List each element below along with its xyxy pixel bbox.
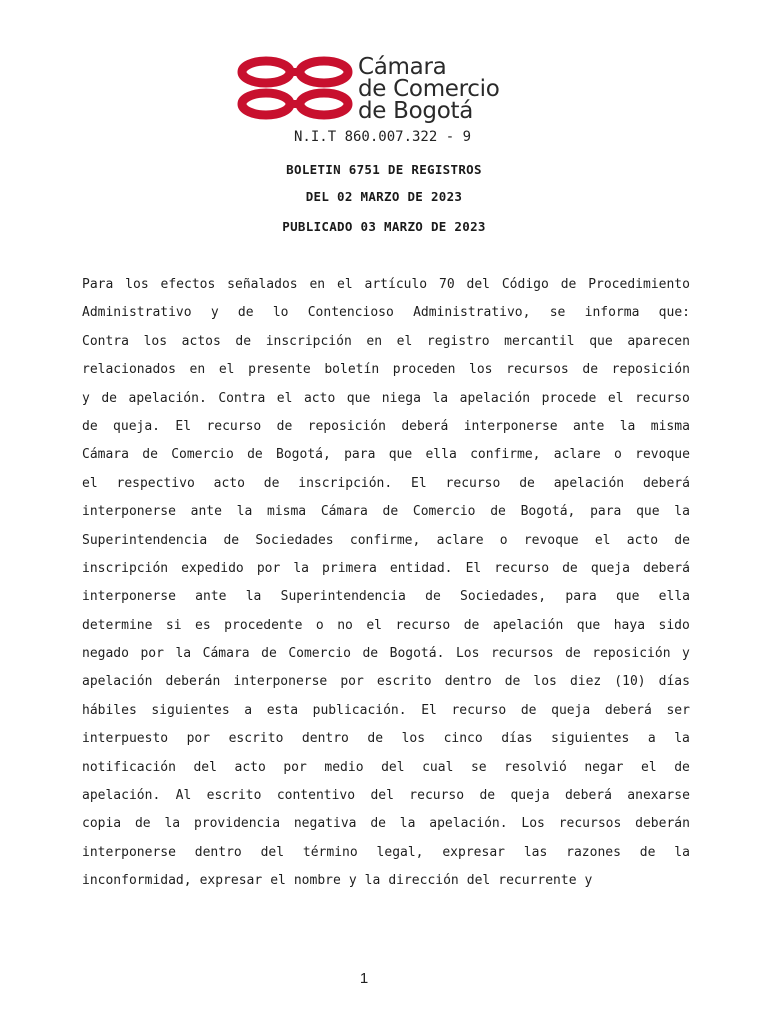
paragraph-word: y	[348, 873, 357, 889]
paragraph-word: artículo	[364, 277, 428, 292]
paragraph-word: negar	[584, 759, 624, 775]
paragraph-word: de	[425, 589, 441, 605]
paragraph-word: de	[560, 277, 577, 292]
paragraph-word: Contra	[218, 390, 266, 406]
paragraph-line	[82, 583, 690, 611]
paragraph-line	[82, 839, 690, 867]
paragraph-word: escrito	[206, 788, 262, 804]
paragraph-word: el	[218, 362, 235, 378]
paragraph-word: es	[195, 617, 211, 633]
paragraph-word: dirección	[388, 873, 459, 889]
paragraph-line	[82, 271, 690, 299]
paragraph-word: El	[465, 560, 482, 576]
paragraph-word: procedente	[224, 617, 303, 633]
paragraph-word: el	[641, 759, 657, 775]
paragraph-word: apelación	[459, 390, 531, 406]
paragraph-word: revoque	[523, 532, 579, 548]
paragraph-word: del	[466, 873, 491, 889]
paragraph-word: ella	[658, 589, 690, 605]
boletin-date: DEL 02 MARZO DE 2023	[305, 189, 463, 204]
paragraph-word: señalados	[227, 277, 298, 292]
paragraph-word: Para	[82, 277, 114, 292]
paragraph-word: apelación.	[82, 788, 161, 804]
paragraph-word: el	[82, 475, 98, 491]
paragraph-line	[82, 328, 690, 356]
paragraph-word: Sociedades,	[460, 589, 547, 605]
paragraph-word: el	[594, 532, 611, 548]
paragraph-word: de	[263, 475, 280, 491]
paragraph-word: presente	[248, 362, 311, 378]
paragraph-word: días	[501, 731, 533, 747]
paragraph-word: recursos	[558, 816, 622, 832]
paragraph-word: término	[302, 844, 358, 860]
paragraph-word: queja	[510, 788, 550, 804]
paragraph-word: Cámara	[320, 504, 368, 520]
paragraph-word: determine	[82, 617, 153, 633]
paragraph-word: días	[658, 674, 690, 690]
paragraph-line	[82, 498, 690, 526]
paragraph-word: El	[175, 418, 192, 434]
paragraph-word: del	[260, 844, 285, 860]
paragraph-word: los	[469, 362, 493, 378]
paragraph-word: acto	[626, 532, 659, 548]
paragraph-word: y	[82, 390, 90, 406]
paragraph-word: el	[270, 873, 286, 889]
paragraph-line	[82, 867, 690, 895]
paragraph-word: queja	[590, 560, 630, 576]
paragraph-word: legal,	[376, 844, 424, 860]
paragraph-word: de	[639, 844, 656, 860]
paragraph-word: cual	[422, 759, 454, 775]
paragraph-line	[82, 356, 690, 384]
paragraph-word: de	[367, 731, 384, 747]
paragraph-word: ante	[195, 589, 227, 605]
paragraph-word: confirme,	[349, 532, 421, 548]
paragraph-word: del	[466, 277, 490, 292]
paragraph-word: de	[134, 816, 151, 832]
paragraph-word: de	[101, 390, 117, 406]
paragraph-word: no	[337, 617, 353, 633]
paragraph-word: por	[256, 560, 281, 576]
paragraph-word: aclare	[436, 532, 484, 548]
paragraph-word: nombre	[293, 873, 341, 889]
paragraph-word: relacionados	[82, 362, 176, 378]
paragraph-word: el	[607, 390, 624, 406]
paragraph-word: diez	[569, 674, 602, 690]
paragraph-word: recurso	[395, 617, 451, 633]
paragraph-word: recurso	[635, 390, 690, 406]
paragraph-line	[82, 385, 690, 413]
paragraph-word: para	[590, 504, 622, 520]
paragraph-word: la	[364, 873, 381, 889]
paragraph-word: los	[533, 674, 557, 690]
logo-rings-icon	[236, 54, 356, 126]
paragraph-word: apelación.	[128, 390, 207, 406]
paragraph-word: revoque	[635, 447, 690, 463]
paragraph-word: 70	[439, 277, 455, 292]
paragraph-word: confirme,	[470, 447, 541, 463]
paragraph-line	[82, 555, 690, 583]
paragraph-word: hábiles	[82, 702, 137, 718]
paragraph-word: en	[366, 333, 383, 349]
paragraph-word: aparecen	[627, 333, 690, 349]
paragraph-word: queja.	[113, 418, 161, 434]
paragraph-word: Los	[455, 646, 480, 662]
paragraph-word: apelación	[492, 617, 564, 633]
paragraph-word: de	[562, 560, 578, 576]
paragraph-line	[82, 413, 690, 441]
paragraph-word: de	[276, 418, 293, 434]
notice-paragraph	[82, 271, 690, 896]
paragraph-word: la	[619, 418, 636, 434]
paragraph-word: deberá	[643, 560, 690, 576]
paragraph-word: de	[370, 816, 386, 832]
paragraph-word: siguientes	[551, 731, 630, 747]
paragraph-word: reposición	[592, 646, 671, 662]
paragraph-word: copia	[82, 816, 122, 832]
paragraph-word: sido	[658, 617, 690, 633]
paragraph-word: por	[283, 759, 307, 775]
paragraph-word: recurso	[494, 560, 550, 576]
paragraph-word: entidad.	[389, 560, 453, 576]
paragraph-word: esta	[266, 702, 299, 718]
paragraph-word: interpuesto	[82, 731, 169, 747]
paragraph-word: las	[523, 844, 548, 860]
publication-date: PUBLICADO 03 MARZO DE 2023	[282, 219, 486, 234]
paragraph-word: Código	[501, 277, 549, 292]
paragraph-word: en	[189, 362, 206, 378]
paragraph-word: ella	[425, 447, 457, 463]
paragraph-word: misma	[267, 504, 307, 520]
paragraph-word: y	[210, 305, 219, 321]
paragraph-word: de	[674, 532, 690, 548]
paragraph-word: dentro	[444, 674, 492, 690]
paragraph-word: el	[337, 277, 353, 292]
paragraph-word: Administrativo	[82, 305, 192, 321]
paragraph-word: por	[340, 674, 364, 690]
paragraph-word: Los	[521, 816, 545, 832]
paragraph-word: de	[479, 788, 496, 804]
paragraph-word: o	[315, 617, 324, 633]
paragraph-line	[82, 470, 690, 498]
paragraph-word: Comercio	[412, 504, 476, 520]
paragraph-word: de	[582, 362, 599, 378]
paragraph-word: Sociedades	[255, 532, 334, 548]
paragraph-word: recurso	[445, 475, 501, 491]
paragraph-word: de	[237, 305, 254, 321]
paragraph-word: Comercio	[288, 646, 351, 662]
paragraph-word: notificación	[82, 759, 176, 775]
paragraph-word: deberá	[604, 702, 652, 718]
paragraph-word: recurrente	[498, 873, 577, 889]
paragraph-word: expedido	[181, 560, 244, 576]
paragraph-word: que	[615, 589, 640, 605]
paragraph-word: de	[261, 646, 277, 662]
paragraph-word: expresar	[442, 844, 505, 860]
paragraph-word: interponerse	[82, 844, 176, 860]
paragraph-word: ser	[666, 702, 690, 718]
paragraph-word: para	[344, 447, 376, 463]
paragraph-word: la	[399, 816, 416, 832]
paragraph-word: la	[236, 504, 253, 520]
paragraph-word: mercantil	[504, 333, 575, 349]
paragraph-word: se	[549, 305, 566, 321]
paragraph-word: inscripción	[82, 560, 169, 576]
logo-line-2: de Comercio	[358, 76, 500, 102]
paragraph-word: para	[565, 589, 597, 605]
paragraph-word: negado	[82, 646, 129, 662]
paragraph-word: que:	[658, 305, 690, 321]
paragraph-word: que	[388, 447, 413, 463]
paragraph-word: de	[504, 674, 521, 690]
paragraph-word: que	[346, 390, 371, 406]
paragraph-line	[82, 441, 690, 469]
paragraph-word: de	[235, 333, 252, 349]
paragraph-word: de	[223, 532, 240, 548]
paragraph-word: publicación.	[312, 702, 407, 718]
paragraph-line	[82, 640, 690, 668]
paragraph-word: inscripción	[265, 333, 352, 349]
paragraph-word: contentivo	[276, 788, 356, 804]
paragraph-word: expresar	[199, 873, 263, 889]
paragraph-word: en	[309, 277, 326, 292]
paragraph-word: de	[565, 646, 581, 662]
paragraph-word: a	[647, 731, 656, 747]
paragraph-word: que	[576, 617, 601, 633]
paragraph-word: Cámara	[202, 646, 250, 662]
paragraph-word: recursos	[490, 646, 554, 662]
paragraph-word: El	[411, 475, 427, 491]
paragraph-word: la	[293, 560, 309, 576]
paragraph-word: la	[674, 731, 690, 747]
paragraph-word: actos	[181, 333, 221, 349]
paragraph-word: de	[362, 646, 379, 662]
paragraph-word: deberá	[564, 788, 612, 804]
page-number: 1	[359, 970, 369, 987]
paragraph-word: recurso	[451, 702, 507, 718]
paragraph-word: Cámara	[82, 447, 129, 463]
paragraph-word: ante	[573, 418, 605, 434]
paragraph-word: y	[682, 646, 690, 662]
paragraph-word: resolvió	[504, 759, 567, 775]
paragraph-word: se	[470, 759, 487, 775]
paragraph-word: acto	[213, 475, 245, 491]
paragraph-word: siguientes	[151, 702, 230, 718]
paragraph-word: apelación	[82, 674, 153, 690]
paragraph-line	[82, 668, 690, 696]
paragraph-word: escrito	[376, 674, 432, 690]
paragraph-word: medio	[324, 759, 364, 775]
paragraph-word: a	[244, 702, 253, 718]
paragraph-line	[82, 527, 690, 555]
paragraph-word: lo	[272, 305, 289, 321]
paragraph-word: los	[401, 731, 426, 747]
paragraph-word: del	[370, 788, 394, 804]
paragraph-word: si	[165, 617, 182, 633]
paragraph-word: de	[520, 702, 537, 718]
paragraph-word: Bogotá,	[276, 447, 331, 463]
paragraph-word: el	[276, 390, 293, 406]
paragraph-word: proceden	[392, 362, 456, 378]
paragraph-word: de	[382, 504, 399, 520]
paragraph-word: interponerse	[82, 589, 176, 605]
camara-comercio-logo	[236, 54, 528, 138]
paragraph-word: Contra	[82, 333, 129, 349]
paragraph-line	[82, 782, 690, 810]
paragraph-word: la	[164, 816, 181, 832]
paragraph-word: registro	[426, 333, 490, 349]
paragraph-word: el	[366, 617, 382, 633]
paragraph-word: niega	[381, 390, 421, 406]
logo-wordmark	[358, 56, 500, 122]
paragraph-word: reposición	[611, 362, 690, 378]
paragraph-word: interponerse	[82, 504, 176, 520]
paragraph-word: (10)	[614, 674, 646, 690]
paragraph-word: que	[589, 333, 613, 349]
paragraph-word: de	[142, 447, 158, 463]
nit-number: N.I.T 860.007.322 - 9	[294, 129, 472, 145]
paragraph-line	[82, 754, 690, 782]
paragraph-word: haya	[613, 617, 646, 633]
paragraph-word: inscripción.	[298, 475, 393, 491]
paragraph-word: cinco	[443, 731, 483, 747]
paragraph-word: apelación	[553, 475, 625, 491]
paragraph-word: Contencioso	[307, 305, 394, 321]
paragraph-word: de	[82, 418, 98, 434]
paragraph-word: inconformidad,	[82, 873, 192, 889]
paragraph-word: efectos	[160, 277, 216, 292]
paragraph-word: o	[614, 447, 622, 463]
paragraph-word: boletín	[324, 362, 380, 378]
paragraph-word: por	[140, 646, 164, 662]
paragraph-word: acto	[234, 759, 266, 775]
paragraph-word: de	[490, 504, 506, 520]
paragraph-word: deberán	[165, 674, 221, 690]
paragraph-word: del	[193, 759, 217, 775]
paragraph-word: interponerse	[463, 418, 558, 434]
paragraph-word: negativa	[293, 816, 357, 832]
paragraph-word: escrito	[228, 731, 284, 747]
paragraph-word: la	[245, 589, 262, 605]
paragraph-word: o	[499, 532, 508, 548]
paragraph-line	[82, 725, 690, 753]
paragraph-word: Superintendencia	[280, 589, 406, 605]
logo-line-3: de Bogotá	[358, 98, 473, 124]
paragraph-word: recurso	[206, 418, 262, 434]
paragraph-word: la	[674, 844, 690, 860]
paragraph-word: los	[125, 277, 149, 292]
paragraph-word: y	[584, 873, 593, 889]
paragraph-word: deberá	[642, 475, 690, 491]
paragraph-line	[82, 810, 690, 838]
boletin-title: BOLETIN 6751 DE REGISTROS	[286, 162, 482, 177]
logo-line-1: Cámara	[358, 54, 447, 80]
paragraph-word: reposición	[307, 418, 386, 434]
paragraph-word: recursos	[506, 362, 569, 378]
paragraph-word: Bogotá.	[389, 646, 445, 662]
paragraph-word: la	[432, 390, 449, 406]
paragraph-word: queja	[551, 702, 591, 718]
paragraph-word: deberán	[635, 816, 690, 832]
paragraph-word: procede	[541, 390, 597, 406]
paragraph-word: de	[247, 447, 263, 463]
paragraph-line	[82, 612, 690, 640]
paragraph-word: la	[175, 646, 192, 662]
paragraph-line	[82, 299, 690, 327]
paragraph-word: de	[463, 617, 480, 633]
paragraph-word: dentro	[194, 844, 242, 860]
paragraph-word: razones	[566, 844, 621, 860]
paragraph-word: dentro	[301, 731, 349, 747]
paragraph-word: el	[396, 333, 413, 349]
paragraph-word: Comercio	[171, 447, 234, 463]
paragraph-word: respectivo	[116, 475, 195, 491]
paragraph-word: anexarse	[627, 788, 690, 804]
paragraph-word: apelación.	[429, 816, 508, 832]
paragraph-line	[82, 697, 690, 725]
paragraph-word: informa	[584, 305, 640, 321]
paragraph-word: Al	[175, 788, 192, 804]
paragraph-word: Administrativo,	[413, 305, 531, 321]
paragraph-word: deberá	[401, 418, 449, 434]
paragraph-word: la	[674, 504, 690, 520]
paragraph-word: primera	[322, 560, 377, 576]
paragraph-word: Superintendencia	[82, 532, 208, 548]
paragraph-word: acto	[303, 390, 336, 406]
paragraph-word: los	[143, 333, 168, 349]
paragraph-word: del	[381, 759, 405, 775]
paragraph-word: aclare	[553, 447, 601, 463]
paragraph-word: providencia	[193, 816, 281, 832]
paragraph-word: recurso	[409, 788, 465, 804]
paragraph-word: de	[674, 759, 690, 775]
paragraph-word: por	[186, 731, 211, 747]
paragraph-word: de	[519, 475, 535, 491]
paragraph-word: interponerse	[233, 674, 328, 690]
paragraph-word: Bogotá,	[520, 504, 576, 520]
paragraph-word: Procedimiento	[588, 277, 690, 292]
paragraph-word: El	[421, 702, 437, 718]
paragraph-word: misma	[650, 418, 690, 434]
paragraph-word: que	[636, 504, 660, 520]
paragraph-word: ante	[190, 504, 222, 520]
